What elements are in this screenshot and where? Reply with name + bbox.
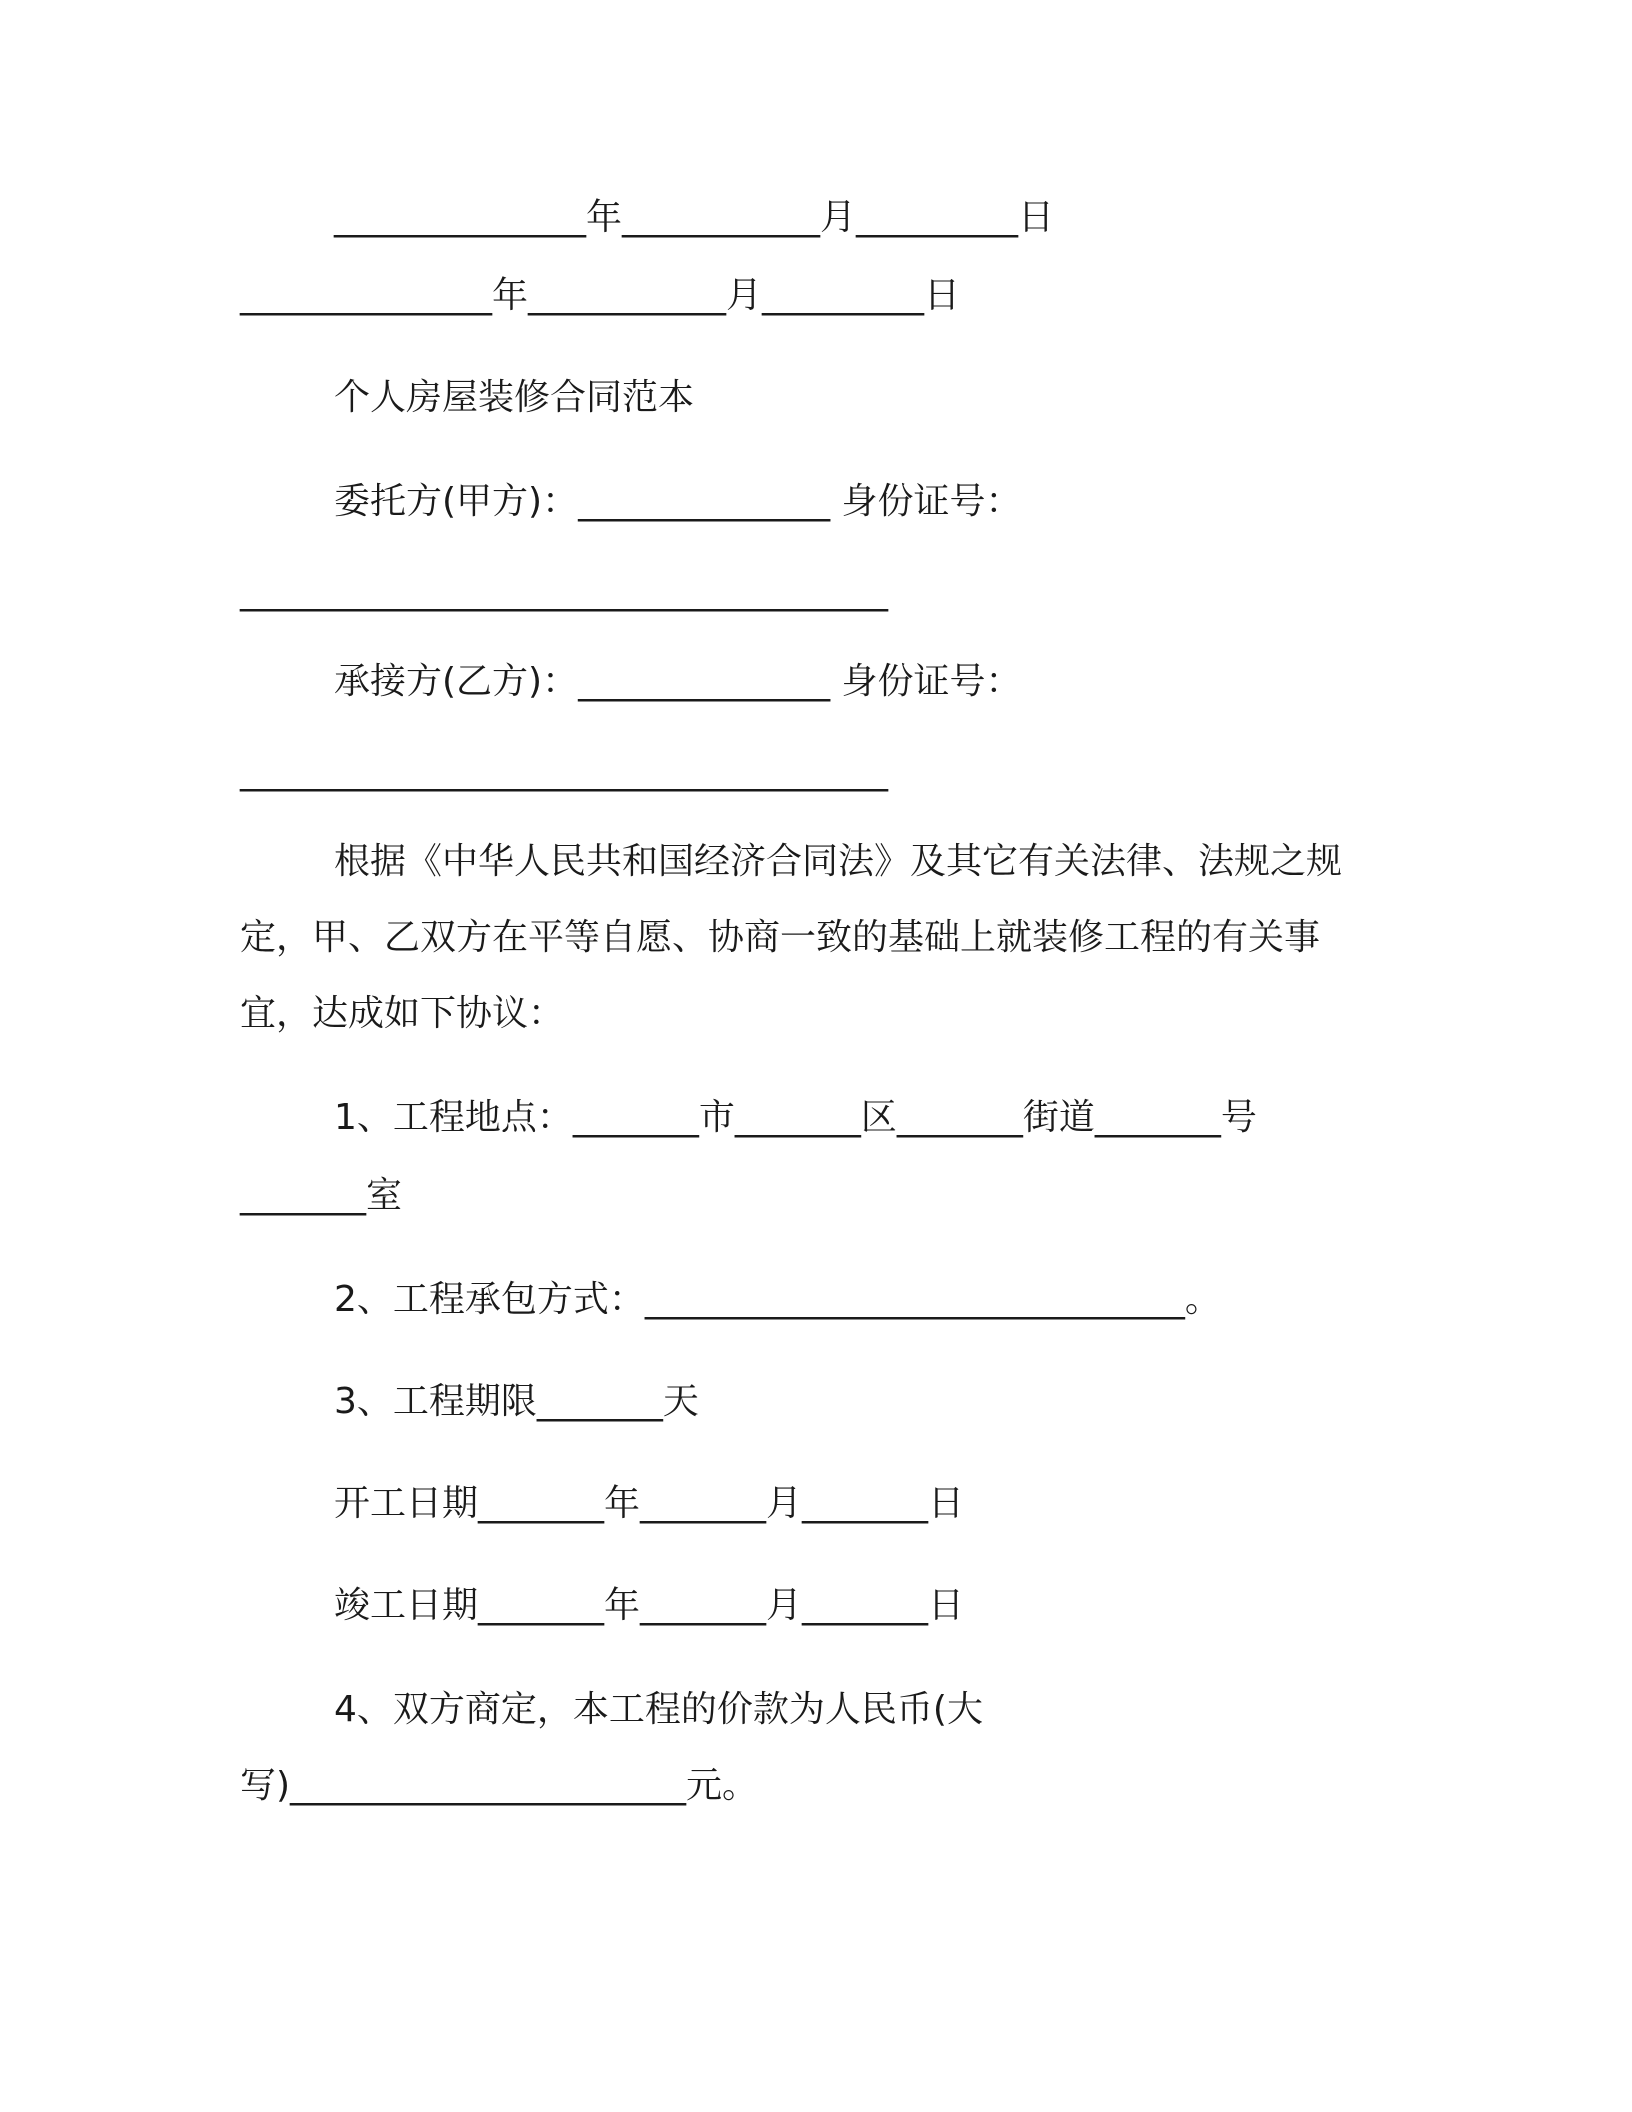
contractor-id-blank: ____________________________________ [240,751,888,792]
clause-3-duration: 3、工程期限_______天 [334,1381,699,1422]
clause-1-room: _______室 [240,1175,403,1216]
clause-4-price-amount: 写)______________________元。 [240,1765,759,1806]
contractor-party-line: 承接方(乙方)：______________ 身份证号： [334,661,1022,702]
client-id-blank: ____________________________________ [240,571,888,612]
clause-2-contract-method: 2、工程承包方式：______________________________。 [334,1279,1221,1320]
clause-1-location: 1、工程地点：_______市_______区_______街道_______号 [334,1097,1257,1138]
preamble-line-3: 宜，达成如下协议： [240,993,565,1034]
clause-4-price: 4、双方商定，本工程的价款为人民币(大 [334,1689,983,1730]
client-party-line: 委托方(甲方)：______________ 身份证号： [334,481,1022,522]
date-line-2: ______________年___________月_________日 [240,275,960,316]
preamble-line-2: 定，甲、乙双方在平等自愿、协商一致的基础上就装修工程的有关事 [240,917,1321,958]
preamble-line-1: 根据《中华人民共和国经济合同法》及其它有关法律、法规之规 [334,841,1343,882]
date-line-1: ______________年___________月_________日 [334,197,1054,238]
start-date-line: 开工日期_______年_______月_______日 [334,1483,965,1524]
completion-date-line: 竣工日期_______年_______月_______日 [334,1585,965,1626]
document-title: 个人房屋装修合同范本 [334,377,695,418]
